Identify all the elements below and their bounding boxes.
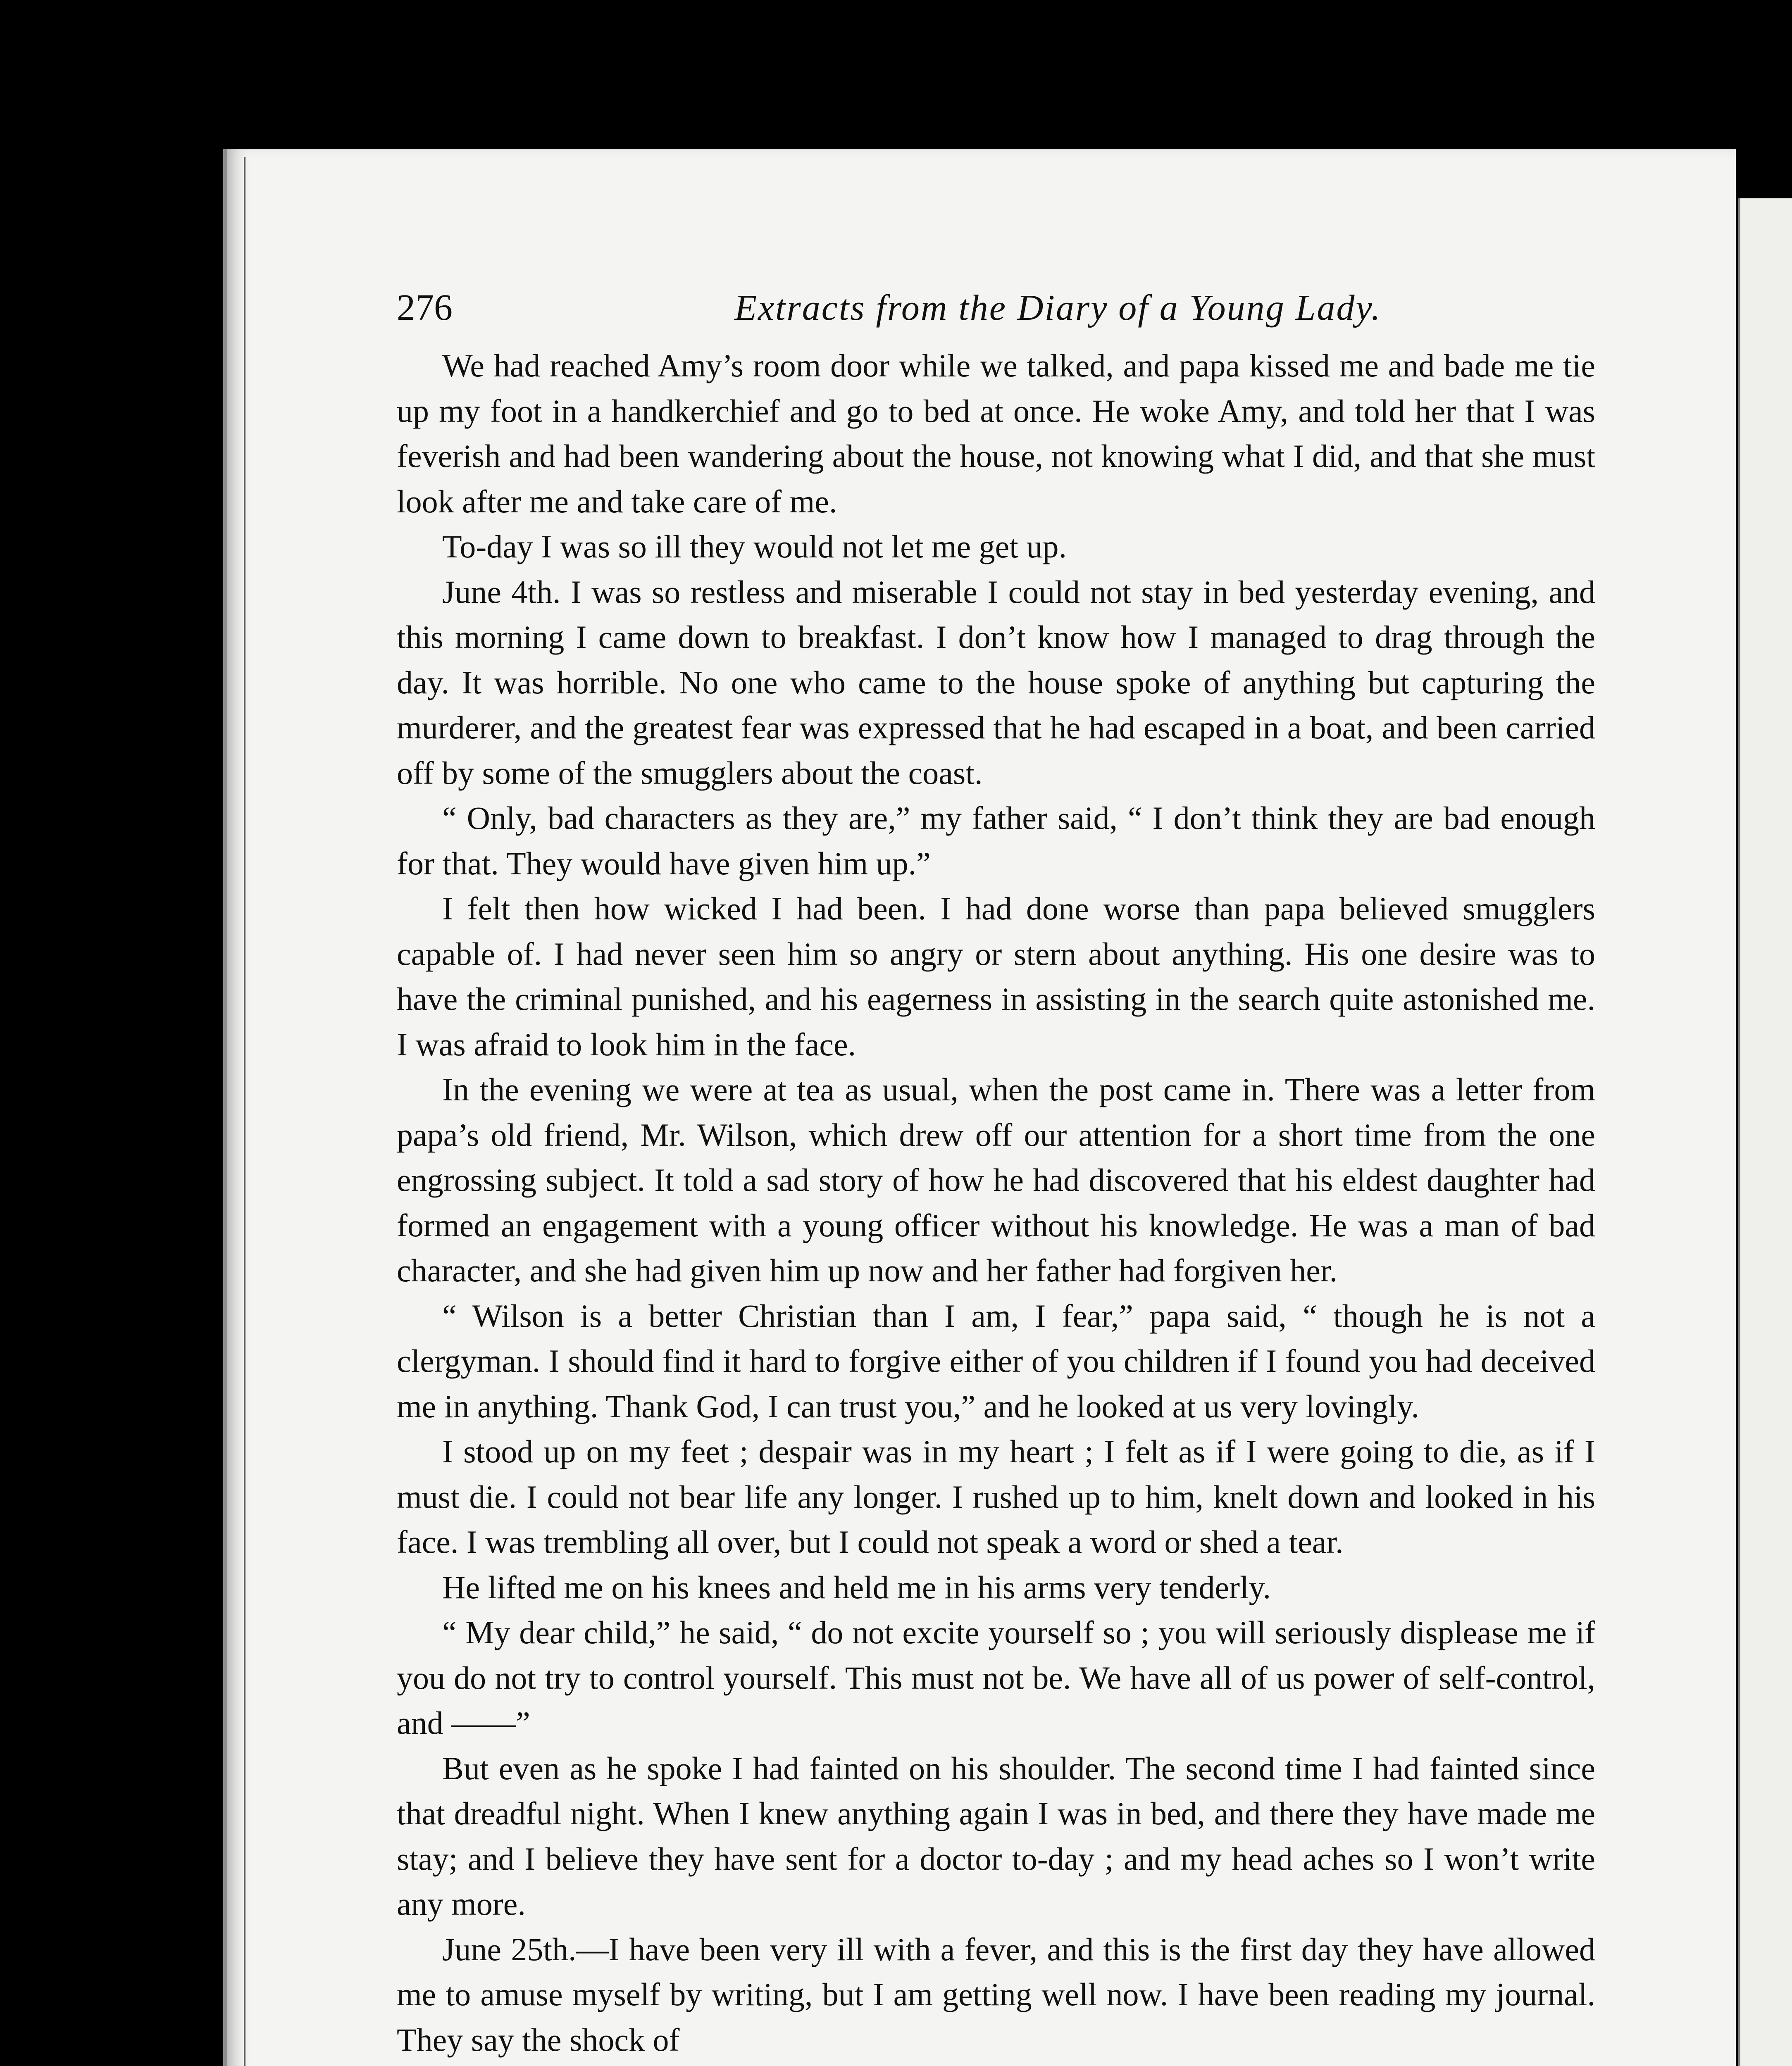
paragraph: We had reached Amy’s room door while we talked, and papa kissed me and bade me tie up my foot in a handkerchief and go to bed at once. He woke Amy, and told her that I was feverish and had been wandering about the house, not knowing what I did, and that she must look after me and take care of me. (397, 348, 1595, 519)
paragraph: June 25th.—I have been very ill with a fever, and this is the first day they have allowed me to amuse myself by writing, but I am getting well now. I have been reading my journal. They say the shock of (397, 1931, 1595, 2058)
paragraph: I stood up on my feet ; despair was in my heart ; I felt as if I were going to die, as if I must die. I could not bear life any longer. I rushed up to him, knelt down and looked in his face. I was trembling all over, but I could not speak a word or shed a tear. (397, 1433, 1595, 1560)
paragraph: He lifted me on his knees and held me in his arms very tenderly. (442, 1569, 1271, 1605)
running-title: Extracts from the Diary of a Young Lady. (734, 288, 1382, 328)
page-gutter-line (244, 157, 245, 2066)
page-number: 276 (397, 287, 453, 328)
paragraph: I felt then how wicked I had been. I had done worse than papa believed smugglers capable of. I had never seen him so angry or stern about anything. His one desire was to have the criminal punished, and his eagerness in assisting in the search quite astonished me. I was afraid to look him in the face. (397, 890, 1595, 1062)
paragraph: June 4th. I was so restless and miserable I could not stay in bed yesterday evening, and this morning I came down to breakfast. I don’t know how I managed to drag through the day. It was horrible. No one who came to the house spoke of anything but capturing the murderer, and the greatest fear was expressed that he had escaped in a boat, and been carried off by some of the smugglers about the coast. (397, 574, 1595, 791)
facing-page-edge (1738, 198, 1792, 2066)
paragraph: “ My dear child,” he said, “ do not excite yourself so ; you will seriously displease me if you do not try to control yourself. This must not be. We have all of us power of self-control, and ——” (397, 1614, 1595, 1741)
paragraph: In the evening we were at tea as usual, when the post came in. There was a letter from papa’s old friend, Mr. Wilson, which drew off our attention for a short time from the one engrossing subject. It told a sad story of how he had discovered that his eldest daughter had formed an engagement with a young officer without his knowledge. He was a man of bad character, and she had given him up now and her father had forgiven her. (397, 1071, 1595, 1288)
paragraph: To-day I was so ill they would not let me get up. (442, 528, 1067, 564)
paragraph: But even as he spoke I had fainted on his shoulder. The second time I had fainted since that dreadful night. When I knew anything again I was in bed, and there they have made me stay; and I believe they have sent for a doctor to-day ; and my head aches so I won’t write any more. (397, 1750, 1595, 1922)
body-text (397, 343, 1595, 2062)
page-text (397, 285, 1595, 2062)
paragraph: “ Only, bad characters as they are,” my father said, “ I don’t think they are bad enough for that. They would have given him up.” (397, 800, 1595, 881)
paragraph: “ Wilson is a better Christian than I am, I fear,” papa said, “ though he is not a clergyman. I should find it hard to forgive either of you children if I found you had deceived me in anything. Thank God, I can trust you,” and he looked at us very lovingly. (397, 1297, 1595, 1424)
page-header (397, 285, 1595, 339)
